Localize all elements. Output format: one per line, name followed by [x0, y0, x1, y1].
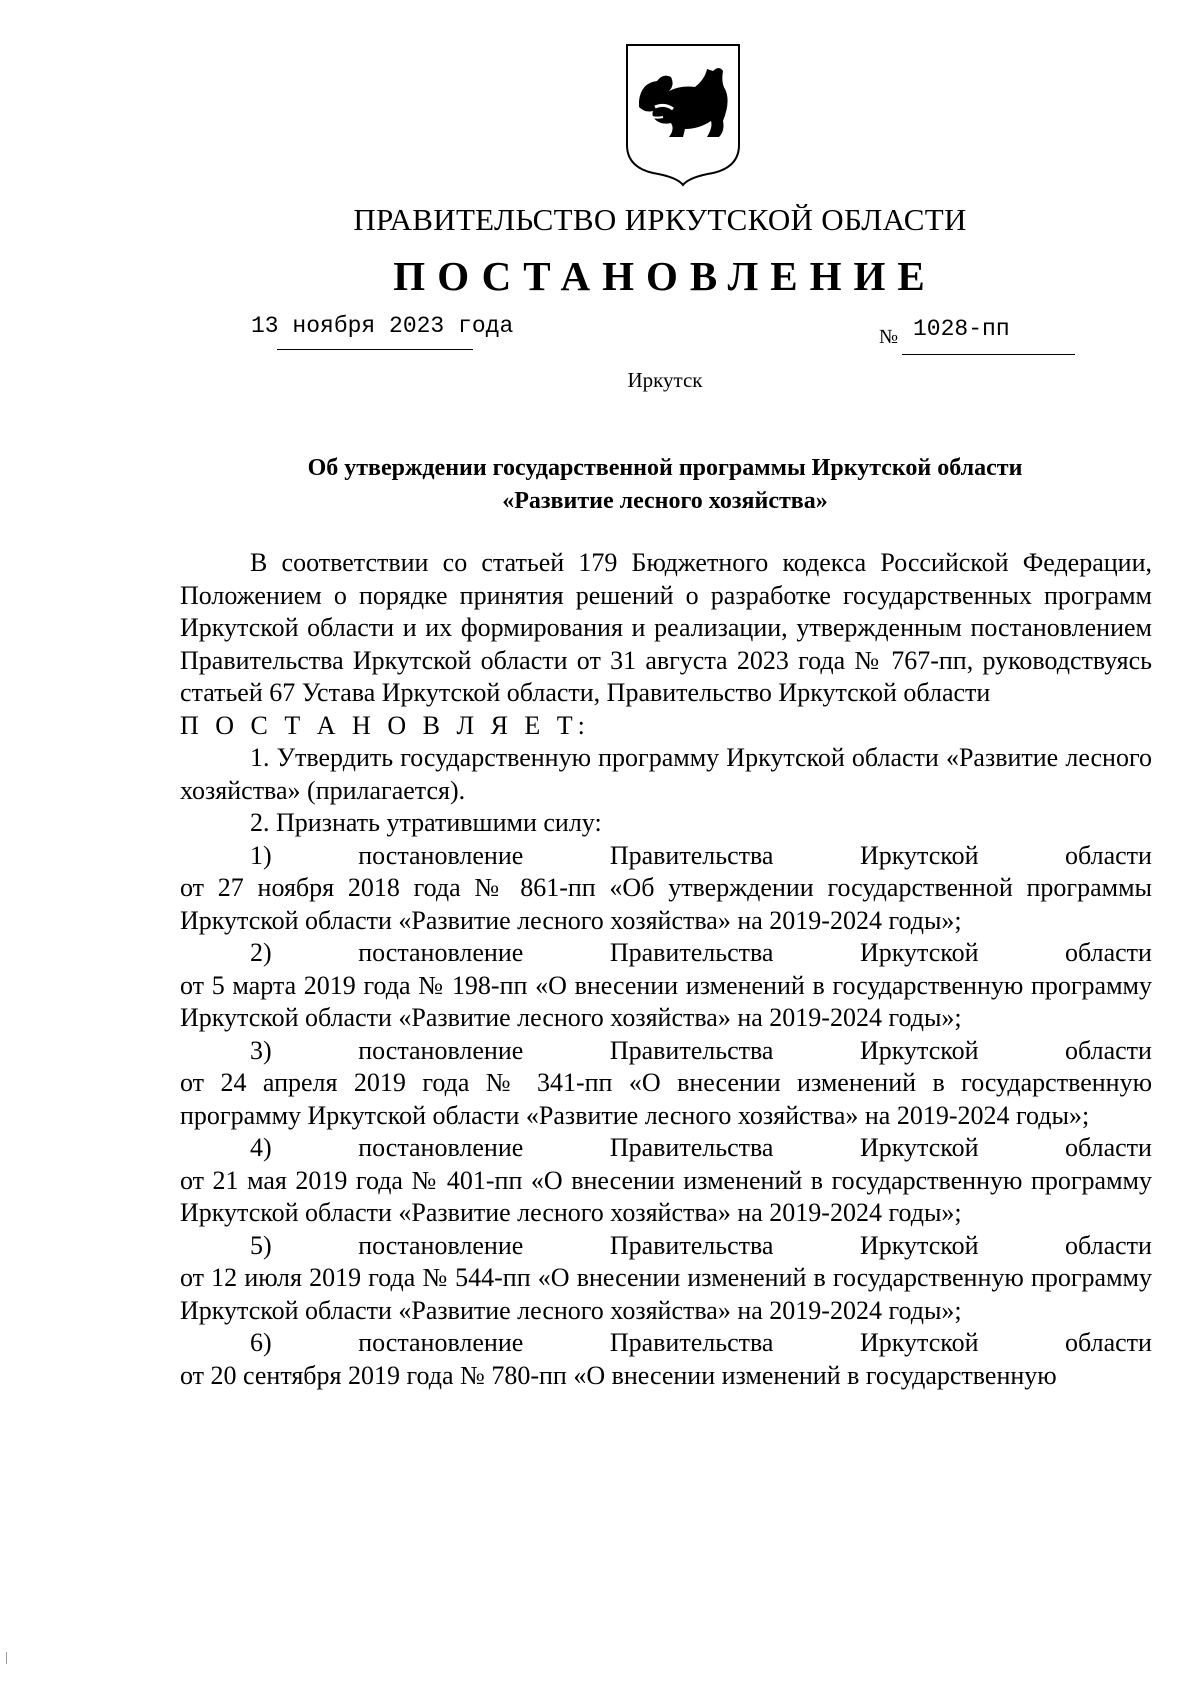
list-item-text: от 24 апреля 2019 года № 341-пп «О внесении изменений в государственную программу Иркутской области «Развитие лесного хозяйства» на 2019-2024 годы»; — [180, 1068, 1152, 1130]
list-item-text: от 27 ноября 2018 года № 861-пп «Об утверждении государственной программы Иркутской области «Развитие лесного хозяйства» на 2019-2024 годы»; — [180, 873, 1152, 935]
number-underline — [902, 354, 1075, 355]
paragraph-2: 2. Признать утратившими силу: — [250, 808, 602, 837]
heading-line-2: «Развитие лесного хозяйства» — [502, 488, 828, 514]
list-item-text: от 20 сентября 2019 года № 780-пп «О внесении изменений в государственную — [180, 1360, 1057, 1390]
paragraph-1: 1. Утвердить государственную программу Иркутской области «Развитие лесного хозяйства» (прилагается). — [180, 743, 1152, 805]
document-heading — [180, 452, 1150, 518]
city: Иркутск — [627, 368, 703, 392]
list-item-text: от 21 мая 2019 года № 401-пп «О внесении изменений в государственную программу Иркутской области «Развитие лесного хозяйства» на 2019-2024 годы»; — [180, 1165, 1152, 1227]
preamble-paragraph: В соответствии со статьей 179 Бюджетного кодекса Российской Федерации, Положением о порядке принятия решений о разработке государственных программ Иркутской области и их формирования и реализации, утвержденным постановлением Правительства Иркутской области от 31 августа 2023 года № 767-пп, руководствуясь статьей 67 Устава Иркутской области, Правительство Иркутской области — [180, 548, 1152, 707]
date-underline — [277, 349, 473, 350]
number-sign: № — [879, 326, 899, 348]
government-title: ПРАВИТЕЛЬСТВО ИРКУТСКОЙ ОБЛАСТИ — [353, 202, 967, 237]
list-item-text: от 5 марта 2019 года № 198-пп «О внесении изменений в государственную программу Иркутской области «Развитие лесного хозяйства» на 2019-2024 годы»; — [180, 970, 1152, 1032]
document-type: ПОСТАНОВЛЕНИЕ — [393, 253, 937, 299]
list-item-text: от 12 июля 2019 года № 544-пп «О внесении изменений в государственную программу Иркутской области «Развитие лесного хозяйства» на 2019-2024 годы»; — [180, 1263, 1152, 1325]
list-item: 5) постановление Правительства Иркутской области от 12 июля 2019 года № 544-пп «О внесении изменений в государственную программу Иркутской области «Развитие лесного хозяйства» на 2019-2024 годы»; — [180, 1230, 1152, 1328]
list-item: 6) постановление Правительства Иркутской области от 20 сентября 2019 года № 780-пп «О внесении изменений в государственную — [180, 1327, 1152, 1392]
heading-line-1: Об утверждении государственной программы Иркутской области — [307, 455, 1023, 481]
document-number: 1028-пп — [913, 316, 1010, 342]
document-body — [180, 547, 1152, 1392]
list-item: 4) постановление Правительства Иркутской области от 21 мая 2019 года № 401-пп «О внесении изменений в государственную программу Иркутской области «Развитие лесного хозяйства» на 2019-2024 годы»; — [180, 1132, 1152, 1230]
decrees-label: П О С Т А Н О В Л Я Е Т: — [180, 710, 590, 740]
list-item: 1) постановление Правительства Иркутской области от 27 ноября 2018 года № 861-пп «Об утверждении государственной программы Иркутской области «Развитие лесного хозяйства» на 2019-2024 годы»; — [180, 840, 1152, 938]
list-item: 2) постановление Правительства Иркутской области от 5 марта 2019 года № 198-пп «О внесении изменений в государственную программу Иркутской области «Развитие лесного хозяйства» на 2019-2024 годы»; — [180, 937, 1152, 1035]
list-item: 3) постановление Правительства Иркутской области от 24 апреля 2019 года № 341-пп «О внесении изменений в государственную программу Иркутской области «Развитие лесного хозяйства» на 2019-2024 годы»; — [180, 1035, 1152, 1133]
scan-margin-mark — [6, 1652, 7, 1664]
document-date: 13 ноября 2023 года — [251, 313, 514, 339]
coat-of-arms-icon — [623, 41, 743, 187]
